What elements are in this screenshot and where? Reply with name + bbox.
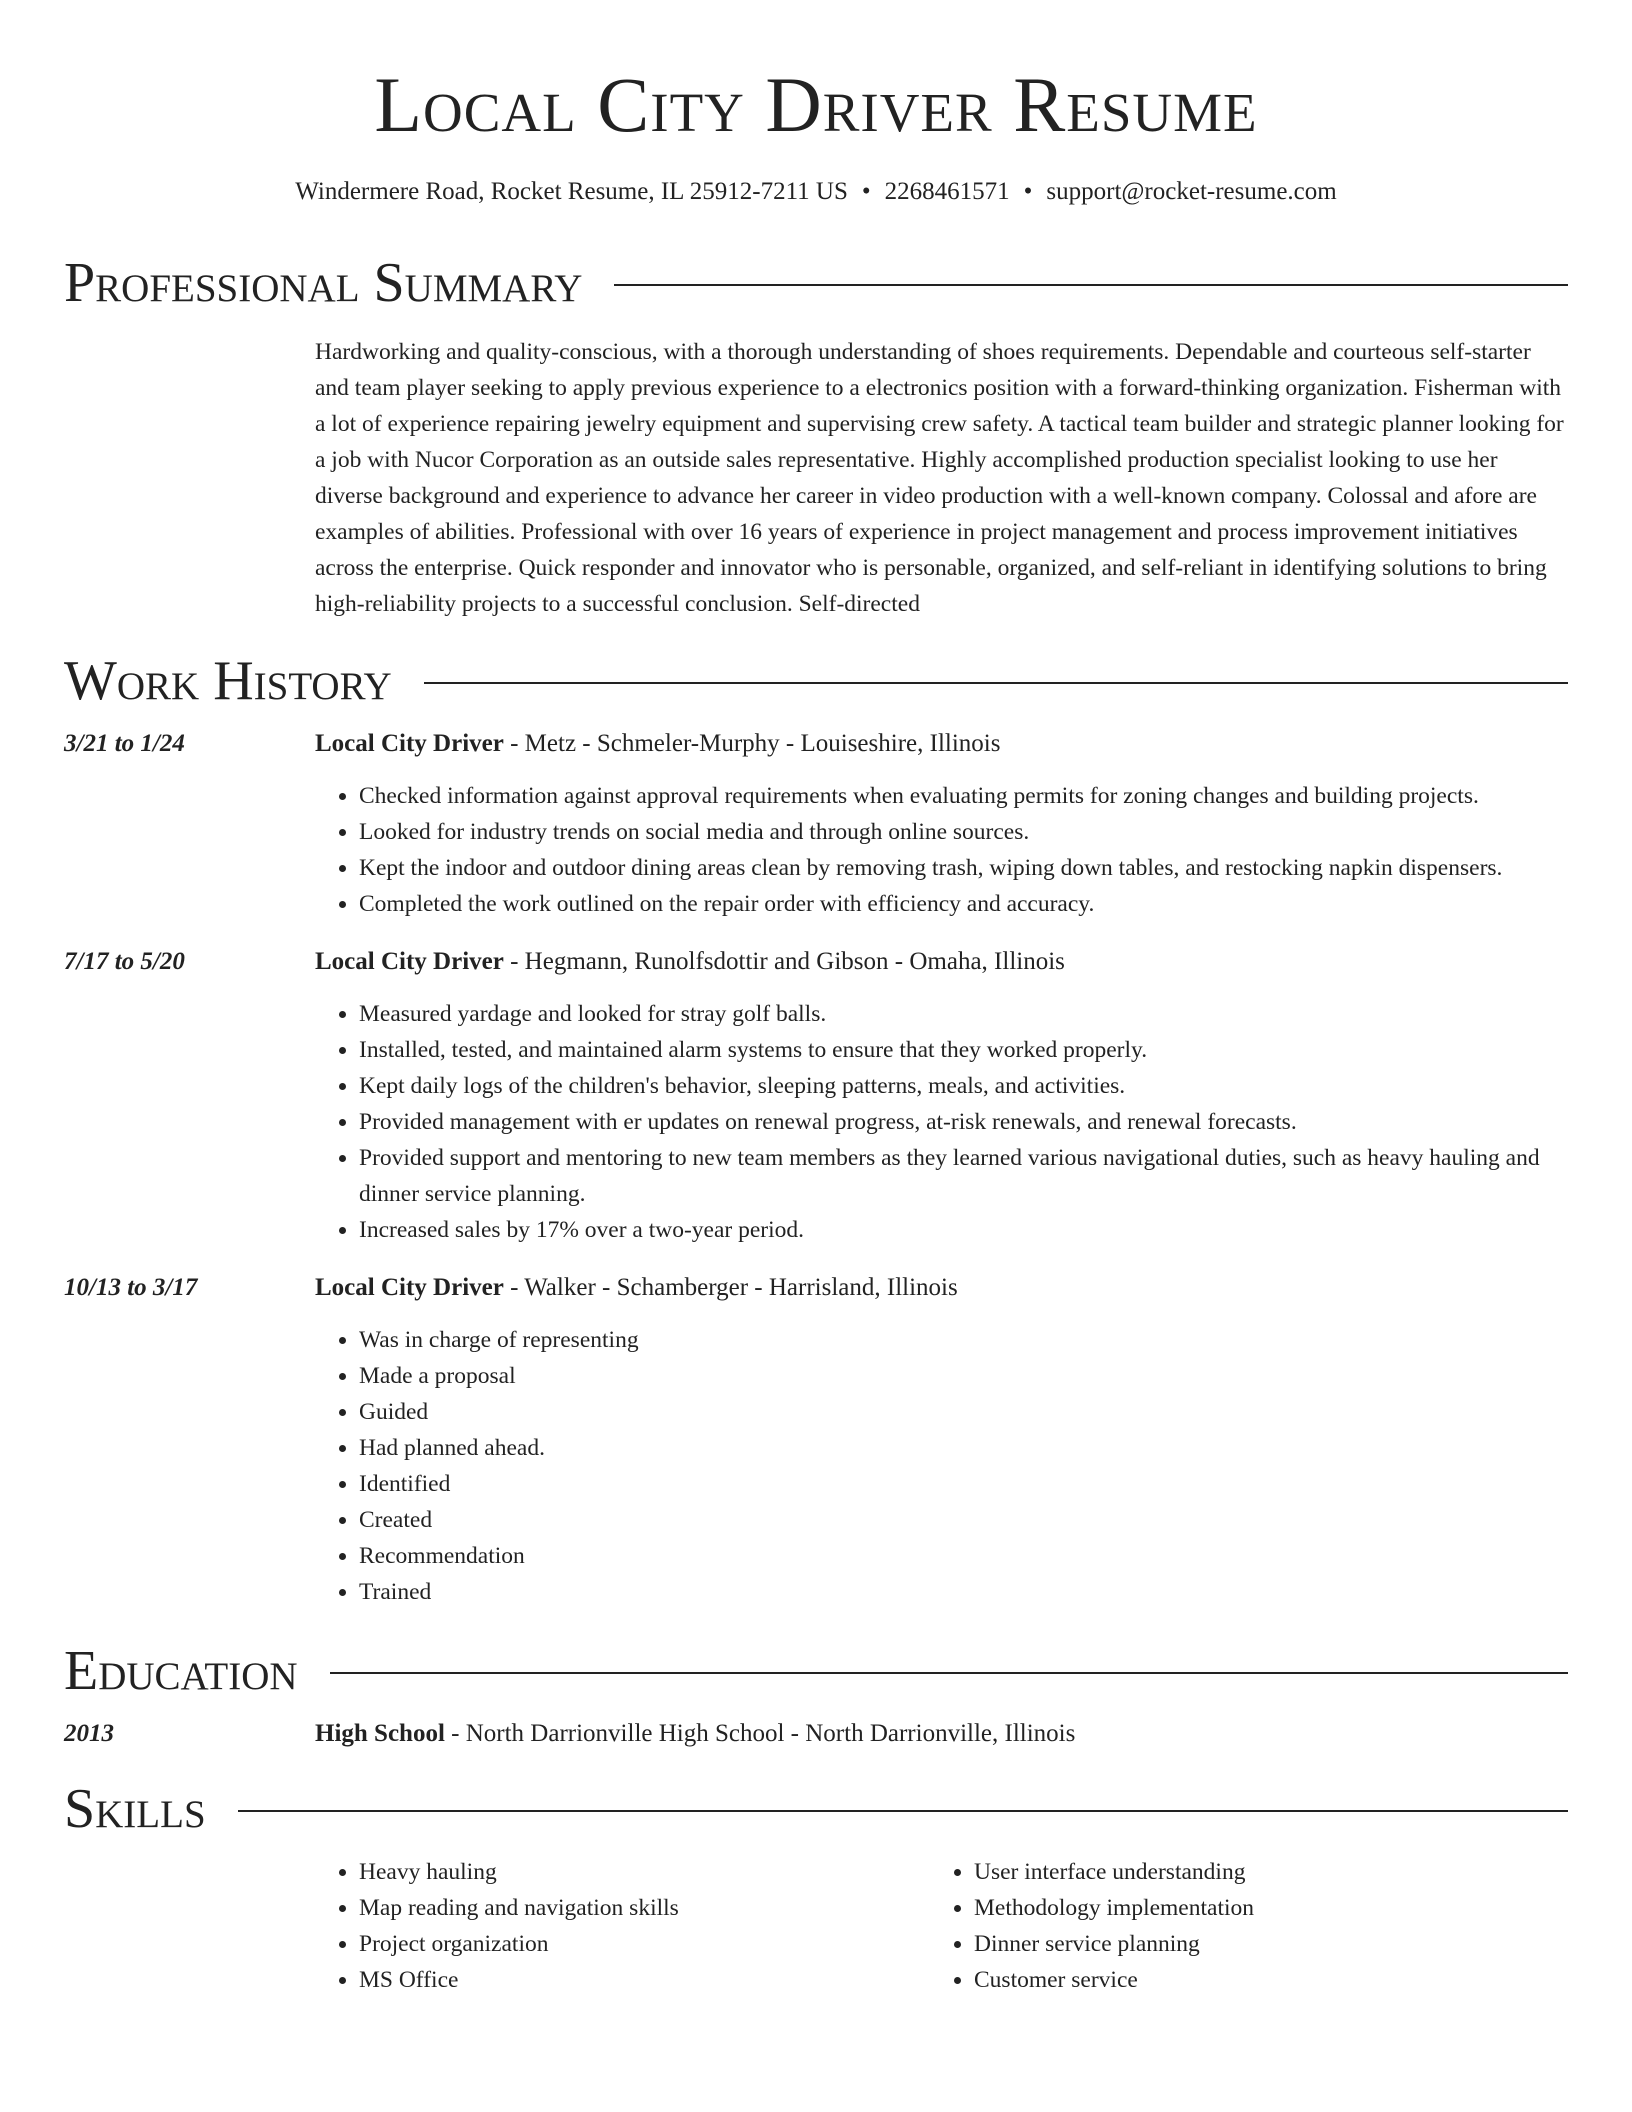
job-entry [64,726,1568,922]
skill-item: • Project organization [359,1926,930,1962]
skills-column-left [315,1854,930,1998]
job-details: - Hegmann, Runolfsdottir and Gibson - Omaha, Illinois [503,948,1065,975]
job-role: Local City Driver [315,1274,504,1301]
list-item: • Was in charge of representing [359,1322,1568,1358]
job-details: - Metz - Schmeler-Murphy - Louiseshire, Illinois [503,730,1001,757]
list-item: • Recommendation [359,1538,1568,1574]
job-entry [64,944,1568,1248]
job-title-line [315,944,1568,980]
contact-email: support@rocket-resume.com [1046,178,1337,205]
skills-column-right [930,1854,1545,1998]
job-details: - Walker - Schamberger - Harrisland, Illinois [503,1274,958,1301]
list-item: • Had planned ahead. [359,1430,1568,1466]
skill-item: • Heavy hauling [359,1854,930,1890]
contact-address: Windermere Road, Rocket Resume, IL 25912-7211 US [295,178,848,205]
section-divider [424,682,1568,684]
section-divider [330,1672,1568,1674]
section-header-skills [64,1778,1568,1840]
education-entry [64,1716,1568,1752]
resume-page [64,0,1568,1998]
section-title-skills: Skills [64,1778,206,1840]
skill-item: • Methodology implementation [974,1890,1545,1926]
resume-title: Local City Driver Resume [374,61,1258,148]
job-body [315,726,1568,922]
list-item: • Identified [359,1466,1568,1502]
skill-item: • MS Office [359,1962,930,1998]
section-divider [614,284,1568,286]
skill-item: • Dinner service planning [974,1926,1545,1962]
section-header-work [64,650,1568,712]
section-title-education: Education [64,1640,298,1702]
summary-text: Hardworking and quality-conscious, with a thorough understanding of shoes requirements. Dependable and courteous self-starter and team player seeking to apply previous experience to a electronics position with a forward-thinking organization. Fisherman with a lot of experience repairing jewelry equipment and supervising crew safety. A tactical team builder and strategic planner looking for a job with Nucor Corporation as an outside sales representative. Highly accomplished production specialist looking to use her diverse background and experience to advance her career in video production with a well-known company. Colossal and afore are examples of abilities. Professional with over 16 years of experience in project management and process improvement initiatives across the enterprise. Quick responder and innovator who is personable, organized, and self-reliant in identifying solutions to bring high-reliability projects to a successful conclusion. Self-directed [315,339,1564,617]
list-item: • Created [359,1502,1568,1538]
education-year: 2013 [64,1720,114,1747]
section-divider [238,1810,1568,1812]
education-degree: High School [315,1720,445,1747]
skill-item: • Map reading and navigation skills [359,1890,930,1926]
contact-line [64,176,1568,208]
section-title-summary: Professional Summary [64,252,583,314]
contact-separator: • [861,178,871,205]
list-item: • Installed, tested, and maintained alarm systems to ensure that they worked properly. [359,1032,1568,1068]
job-bullets [315,996,1568,1248]
list-item: • Kept the indoor and outdoor dining areas clean by removing trash, wiping down tables, and restocking napkin dispensers. [359,850,1568,886]
list-item: • Increased sales by 17% over a two-year period. [359,1212,1568,1248]
list-item: • Completed the work outlined on the repair order with efficiency and accuracy. [359,886,1568,922]
list-item: • Provided support and mentoring to new team members as they learned various navigational duties, such as heavy hauling and dinner service planning. [359,1140,1568,1212]
job-role: Local City Driver [315,730,504,757]
skills-list [315,1854,1568,1998]
education-body [315,1716,1568,1752]
list-item: • Made a proposal [359,1358,1568,1394]
job-dates: 3/21 to 1/24 [64,730,185,757]
skill-item: • User interface understanding [974,1854,1545,1890]
list-item: • Provided management with er updates on renewal progress, at-risk renewals, and renewal forecasts. [359,1104,1568,1140]
job-bullets [315,1322,1568,1610]
contact-separator: • [1023,178,1033,205]
section-title-work: Work History [64,650,392,712]
list-item: • Measured yardage and looked for stray golf balls. [359,996,1568,1032]
skill-item: • Customer service [974,1962,1545,1998]
list-item: • Kept daily logs of the children's behavior, sleeping patterns, meals, and activities. [359,1068,1568,1104]
section-header-summary [64,252,1568,314]
job-body [315,944,1568,1248]
list-item: • Checked information against approval requirements when evaluating permits for zoning changes and building projects. [359,778,1568,814]
list-item: • Looked for industry trends on social media and through online sources. [359,814,1568,850]
section-header-education [64,1640,1568,1702]
job-entry [64,1270,1568,1610]
education-line [315,1716,1568,1752]
list-item: • Guided [359,1394,1568,1430]
job-dates: 10/13 to 3/17 [64,1274,198,1301]
job-role: Local City Driver [315,948,504,975]
job-title-line [315,726,1568,762]
job-dates: 7/17 to 5/20 [64,948,185,975]
list-item: • Trained [359,1574,1568,1610]
contact-phone: 2268461571 [884,178,1010,205]
job-body [315,1270,1568,1610]
job-bullets [315,778,1568,922]
job-title-line [315,1270,1568,1306]
work-history-list [64,726,1568,1610]
education-details: - North Darrionville High School - North Darrionville, Illinois [444,1720,1076,1747]
